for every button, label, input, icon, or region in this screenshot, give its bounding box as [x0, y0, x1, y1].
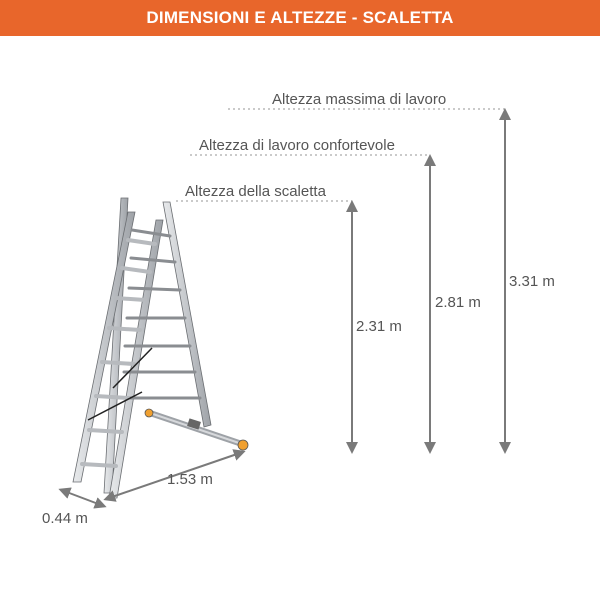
- max-height-label: Altezza massima di lavoro: [272, 91, 447, 108]
- ladder-illustration: [73, 198, 248, 498]
- width-arrow: [64, 491, 101, 505]
- page-title: DIMENSIONI E ALTEZZE - SCALETTA: [146, 8, 454, 27]
- ladder-height-value: 2.31 m: [356, 318, 402, 335]
- comfortable-height-label: Altezza di lavoro confortevole: [199, 137, 395, 154]
- stabilizer-foot-right: [238, 440, 248, 450]
- base-length-guide: [109, 453, 240, 498]
- width-guide: [42, 491, 101, 527]
- width-value: 0.44 m: [42, 510, 88, 527]
- stabilizer-foot-left: [145, 409, 153, 417]
- ladder-height-guide: [176, 183, 402, 448]
- comfortable-height-value: 2.81 m: [435, 294, 481, 311]
- base-length-value: 1.53 m: [167, 471, 213, 488]
- max-height-value: 3.31 m: [509, 273, 555, 290]
- ladder-height-label: Altezza della scaletta: [185, 183, 326, 200]
